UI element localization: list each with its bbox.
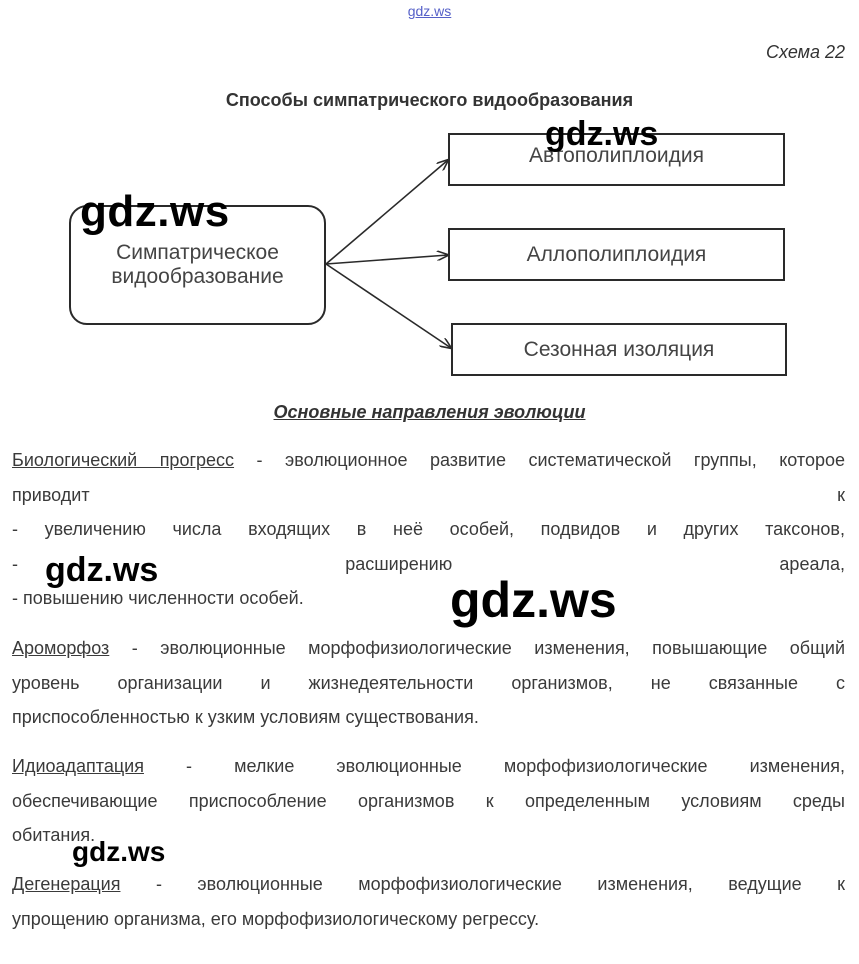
text: - [12, 553, 18, 574]
scheme-label: Схема 22 [766, 42, 845, 62]
aromorphosis-line1 [12, 631, 845, 666]
bio-progress-line2 [12, 478, 845, 513]
main-box-line1: Симпатрическое [116, 241, 279, 264]
idioadaptation-line2: обеспечивающие приспособление организмов к определенным условиям среды [12, 790, 845, 811]
watermark: gdz.ws [72, 836, 166, 867]
target-label: Автополиплоидия [529, 143, 704, 167]
text: - эволюционное развитие систематической группы, которое [234, 450, 845, 470]
watermark: gdz.ws [545, 115, 659, 153]
aromorphosis-line3: приспособленностью к узким условиям существования. [12, 707, 479, 727]
paragraph-degeneration [12, 867, 845, 936]
text: - эволюционные морфофизиологические изменения, повышающие общий [109, 638, 845, 658]
watermark: gdz.ws [80, 187, 230, 236]
idioadaptation-line1 [12, 749, 845, 784]
arrow-to-allopolyploidy [326, 255, 448, 264]
degeneration-line1 [12, 867, 845, 902]
bio-progress-line1 [12, 443, 845, 478]
arrow-to-autopolyploidy [326, 160, 448, 264]
text: ареала, [779, 553, 845, 574]
watermark: gdz.ws [45, 551, 159, 589]
text: расширению [345, 553, 453, 574]
target-label: Сезонная изоляция [523, 337, 715, 361]
bio-progress-line3: - увеличению числа входящих в неё особей, подвидов и других таксонов, [12, 519, 845, 539]
section-heading: Основные направления эволюции [273, 402, 586, 422]
term-aromorphosis: Ароморфоз [12, 638, 110, 658]
term-degeneration: Дегенерация [12, 874, 121, 894]
text: приводит [12, 484, 90, 505]
text: - мелкие эволюционные морфофизиологические изменения, [143, 756, 845, 776]
target-label: Аллополиплоидия [526, 242, 707, 266]
bio-progress-line5: - повышению численности особей. [12, 588, 304, 608]
term-biological-progress: Биологический прогресс [12, 450, 235, 470]
paragraph-aromorphosis [12, 631, 845, 735]
paragraph-biological-progress [12, 443, 845, 616]
target-box-seasonal-isolation [451, 323, 787, 376]
aromorphosis-line2: уровень организации и жизнедеятельности организмов, не связанные с [12, 672, 845, 693]
text: - эволюционные морфофизиологические изменения, ведущие к [120, 874, 845, 894]
main-box-line2: видообразование [111, 265, 284, 288]
text: к [837, 484, 845, 505]
idioadaptation-line3: обитания. [12, 825, 96, 845]
top-watermark-link[interactable]: gdz.ws [407, 3, 452, 19]
watermark: gdz.ws [450, 572, 617, 628]
arrow-to-seasonal-isolation [326, 264, 451, 348]
diagram-title: Способы симпатрического видообразования [225, 90, 634, 110]
term-idioadaptation: Идиоадаптация [12, 756, 144, 776]
target-box-allopolyploidy [448, 228, 785, 281]
degeneration-line2: упрощению организма, его морфофизиологическому регрессу. [12, 908, 540, 929]
